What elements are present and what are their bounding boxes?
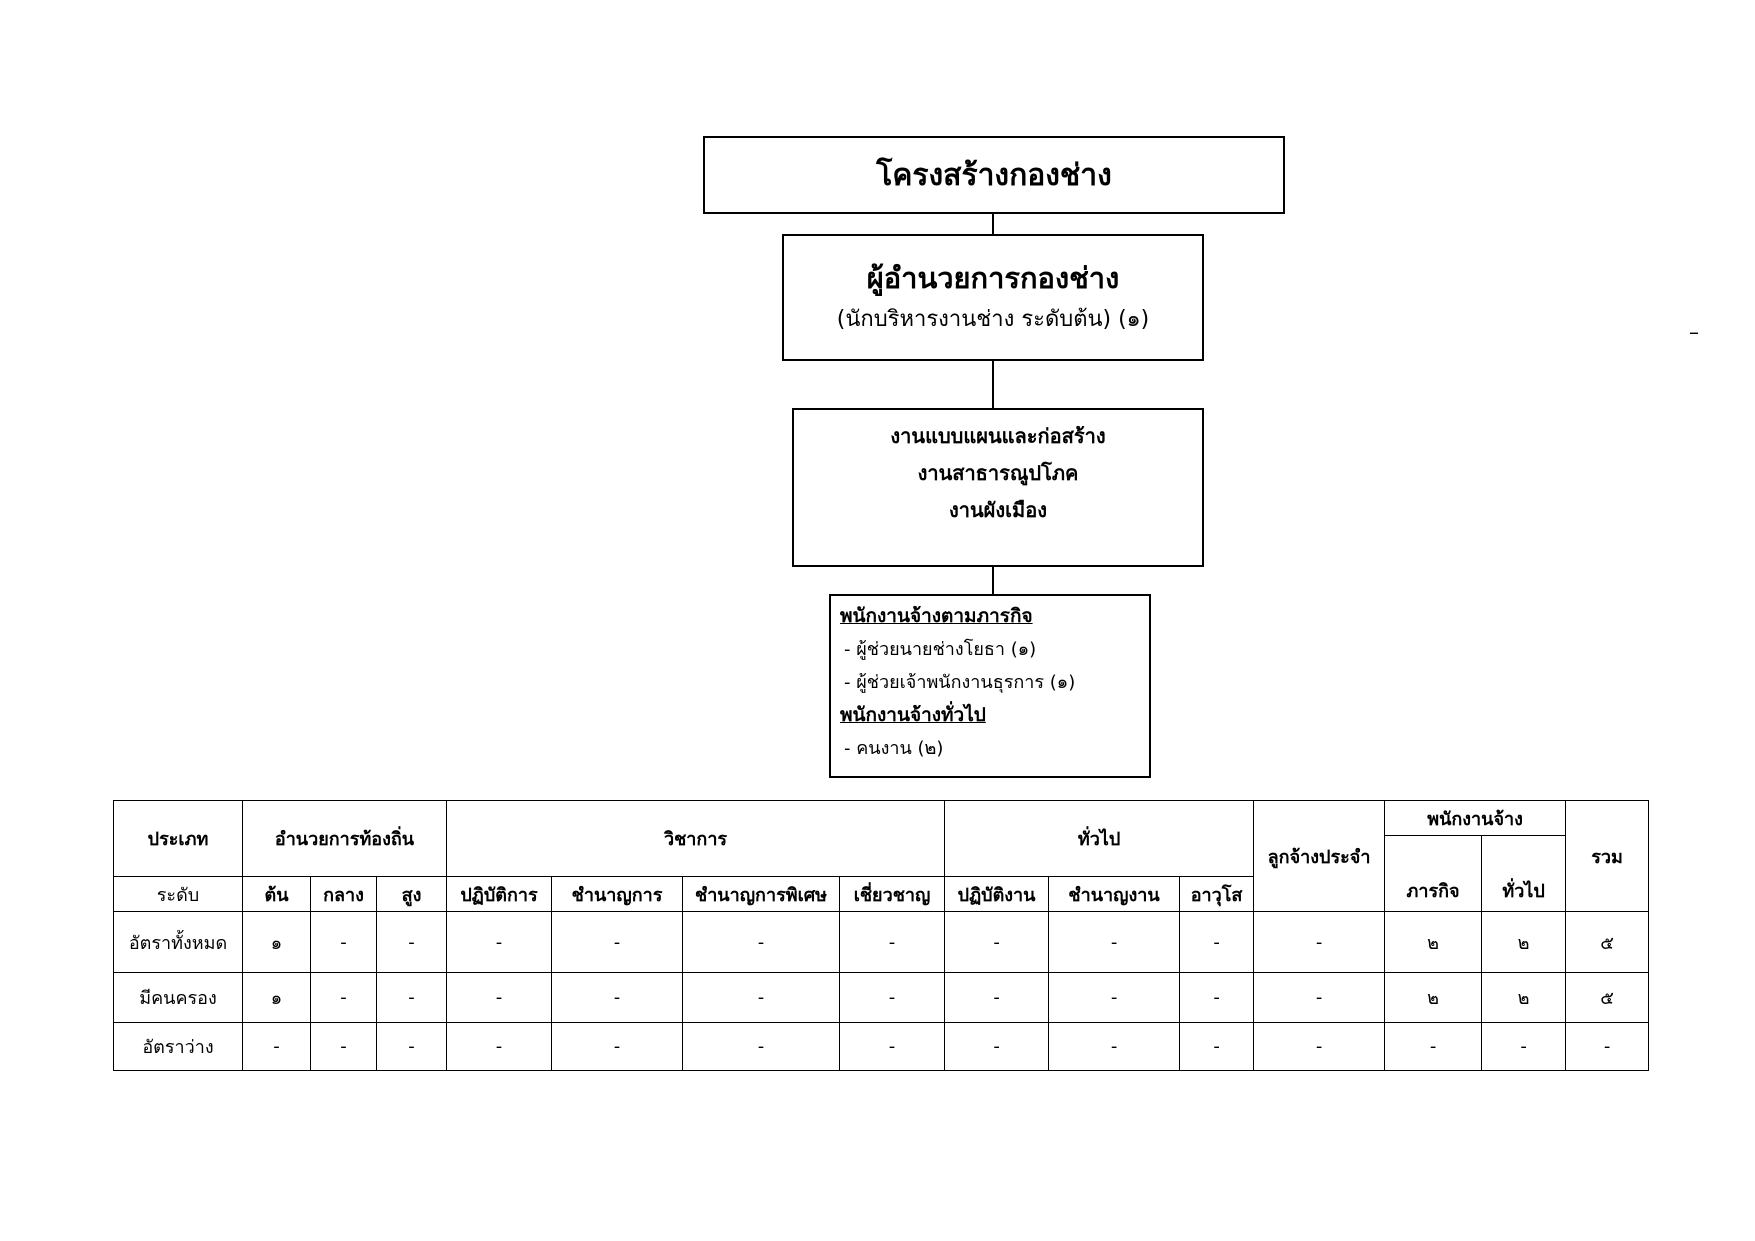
table-cell: - [243, 1023, 311, 1071]
mission-staff-heading: พนักงานจ้างตามภารกิจ [840, 605, 1033, 627]
side-dash-mark: – [1689, 320, 1699, 344]
level-gen-experienced: ชำนาญงาน [1049, 877, 1180, 912]
table-cell: - [683, 1023, 840, 1071]
header-permanent: ลูกจ้างประจำ [1254, 801, 1385, 912]
connector-line [992, 361, 994, 408]
table-cell: ๕ [1566, 912, 1649, 973]
table-cell: ๕ [1566, 973, 1649, 1023]
level-acad-professional: ชำนาญการ [552, 877, 683, 912]
header-academic: วิชาการ [447, 801, 945, 877]
row-label: มีคนครอง [114, 973, 243, 1023]
table-cell: - [1385, 1023, 1482, 1071]
table-cell: - [1566, 1023, 1649, 1071]
header-type: ประเภท [114, 801, 243, 877]
unit-item: งานสาธารณูปโภค [917, 461, 1079, 485]
table-cell: - [1180, 973, 1254, 1023]
table-cell: - [1049, 1023, 1180, 1071]
connector-line [992, 567, 994, 594]
staff-item: - ผู้ช่วยนายช่างโยธา (๑) [844, 639, 1037, 660]
staff-box [829, 594, 1151, 778]
table-cell: - [311, 912, 377, 973]
table-cell: - [945, 912, 1049, 973]
table-cell: - [1254, 973, 1385, 1023]
table-cell: - [377, 1023, 447, 1071]
table-cell: - [552, 912, 683, 973]
row-label: อัตราทั้งหมด [114, 912, 243, 973]
unit-item: งานผังเมือง [949, 498, 1047, 522]
table-cell: - [377, 912, 447, 973]
table-cell: - [311, 973, 377, 1023]
unit-item: งานแบบแผนและก่อสร้าง [890, 424, 1106, 448]
level-gen-senior: อาวุโส [1180, 877, 1254, 912]
chart-title: โครงสร้างกองช่าง [876, 157, 1112, 193]
table-cell: - [1180, 912, 1254, 973]
header-general: ทั่วไป [945, 801, 1254, 877]
table-cell: - [552, 973, 683, 1023]
table-row [114, 912, 1649, 973]
table-cell: - [552, 1023, 683, 1071]
director-title: ผู้อำนวยการกองช่าง [866, 260, 1120, 295]
table-cell: - [311, 1023, 377, 1071]
table-cell: - [447, 1023, 552, 1071]
table-cell: ๑ [243, 912, 311, 973]
chart-title-box [703, 136, 1285, 214]
table-row [114, 1023, 1649, 1071]
level-emp-mission: ภารกิจ [1385, 836, 1482, 912]
staff-item: - ผู้ช่วยเจ้าพนักงานธุรการ (๑) [844, 672, 1076, 693]
level-emp-general: ทั่วไป [1482, 836, 1566, 912]
header-local-admin: อำนวยการท้องถิ่น [243, 801, 447, 877]
general-staff-heading: พนักงานจ้างทั่วไป [840, 704, 986, 726]
table-row [114, 973, 1649, 1023]
level-admin-high: สูง [377, 877, 447, 912]
table-cell: - [377, 973, 447, 1023]
units-box [792, 408, 1204, 567]
table-cell: - [1049, 973, 1180, 1023]
header-employee: พนักงานจ้าง [1385, 801, 1566, 836]
level-admin-basic: ต้น [243, 877, 311, 912]
connector-line [992, 214, 994, 234]
manpower-table [113, 800, 1649, 1071]
header-total: รวม [1566, 801, 1649, 912]
table-cell: - [447, 973, 552, 1023]
table-cell: ๑ [243, 973, 311, 1023]
level-gen-operator: ปฏิบัติงาน [945, 877, 1049, 912]
table-cell: - [1254, 912, 1385, 973]
level-acad-senior: ชำนาญการพิเศษ [683, 877, 840, 912]
table-cell: ๒ [1482, 912, 1566, 973]
table-cell: - [945, 973, 1049, 1023]
table-cell: - [945, 1023, 1049, 1071]
table-cell: - [447, 912, 552, 973]
table-cell: - [1254, 1023, 1385, 1071]
level-admin-mid: กลาง [311, 877, 377, 912]
table-cell: - [840, 973, 945, 1023]
level-acad-practitioner: ปฏิบัติการ [447, 877, 552, 912]
staff-item: - คนงาน (๒) [844, 738, 944, 759]
level-acad-expert: เชี่ยวชาญ [840, 877, 945, 912]
row-label: อัตราว่าง [114, 1023, 243, 1071]
table-cell: ๒ [1482, 973, 1566, 1023]
header-level: ระดับ [114, 877, 243, 912]
table-cell: - [840, 1023, 945, 1071]
director-box [782, 234, 1204, 361]
table-cell: - [1049, 912, 1180, 973]
table-cell: - [683, 973, 840, 1023]
table-cell: ๒ [1385, 973, 1482, 1023]
table-cell: - [1482, 1023, 1566, 1071]
table-cell: - [840, 912, 945, 973]
table-cell: - [683, 912, 840, 973]
director-subtitle: (นักบริหารงานช่าง ระดับต้น) (๑) [836, 306, 1150, 332]
table-cell: - [1180, 1023, 1254, 1071]
table-cell: ๒ [1385, 912, 1482, 973]
